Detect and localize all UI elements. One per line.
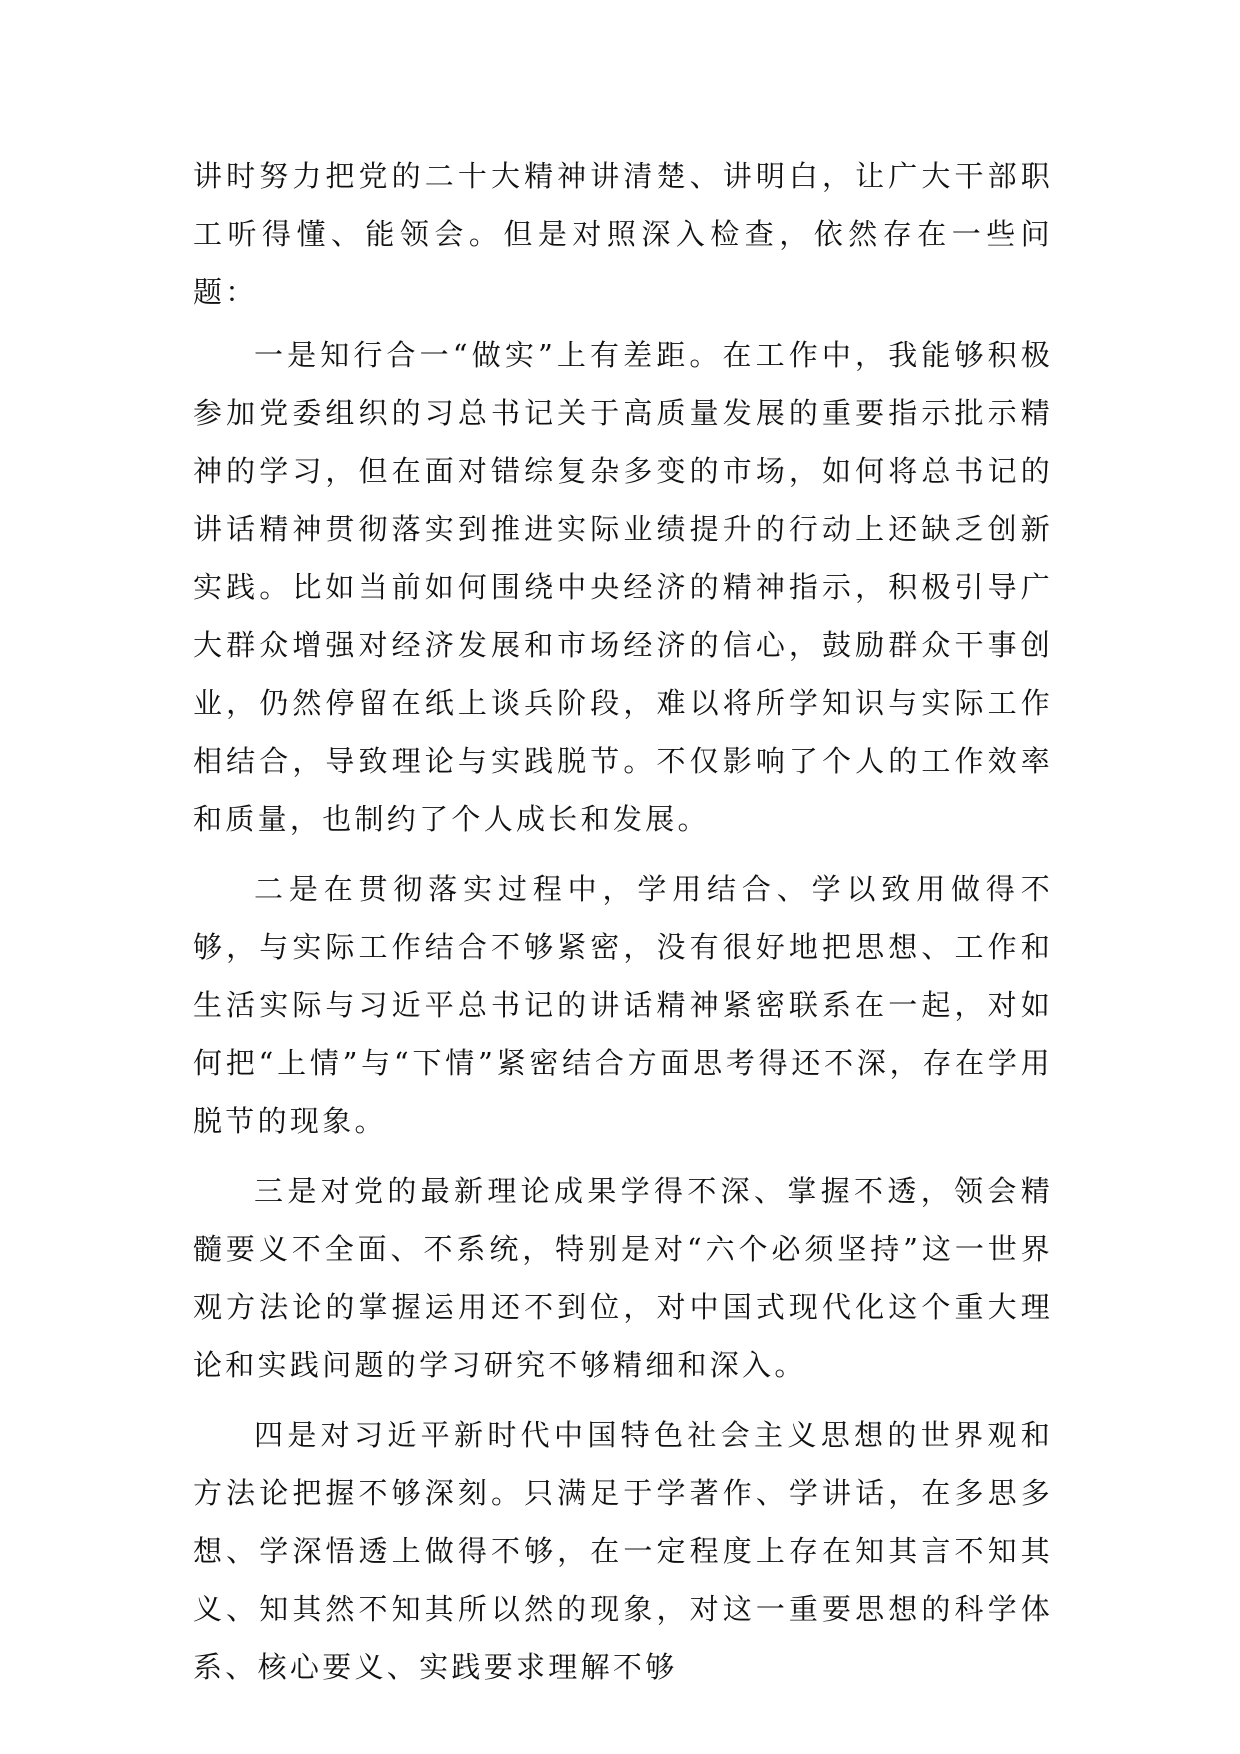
paragraph-point-two: 二是在贯彻落实过程中，学用结合、学以致用做得不够，与实际工作结合不够紧密，没有很好地把思想、工作和生活实际与习近平总书记的讲话精神紧密联系在一起，对如何把“上情”与“下情”紧密结合方面思考得还不深，存在学用脱节的现象。 (193, 872, 1053, 1138)
paragraph-intro: 讲时努力把党的二十大精神讲清楚、讲明白，让广大干部职工听得懂、能领会。但是对照深入检查，依然存在一些问题： (193, 159, 1053, 309)
paragraph-point-four: 四是对习近平新时代中国特色社会主义思想的世界观和方法论把握不够深刻。只满足于学著作、学讲话，在多思多想、学深悟透上做得不够，在一定程度上存在知其言不知其义、知其然不知其所以然的现象，对这一重要思想的科学体系、核心要义、实践要求理解不够 (193, 1418, 1053, 1684)
paragraph-point-one: 一是知行合一“做实”上有差距。在工作中，我能够积极参加党委组织的习总书记关于高质量发展的重要指示批示精神的学习，但在面对错综复杂多变的市场，如何将总书记的讲话精神贯彻落实到推进实际业绩提升的行动上还缺乏创新实践。比如当前如何围绕中央经济的精神指示，积极引导广大群众增强对经济发展和市场经济的信心，鼓励群众干事创业，仍然停留在纸上谈兵阶段，难以将所学知识与实际工作相结合，导致理论与实践脱节。不仅影响了个人的工作效率和质量，也制约了个人成长和发展。 (193, 338, 1053, 836)
document-body (193, 147, 1053, 1701)
paragraph-point-three: 三是对党的最新理论成果学得不深、掌握不透，领会精髓要义不全面、不系统，特别是对“六个必须坚持”这一世界观方法论的掌握运用还不到位，对中国式现代化这个重大理论和实践问题的学习研究不够精细和深入。 (193, 1174, 1053, 1382)
